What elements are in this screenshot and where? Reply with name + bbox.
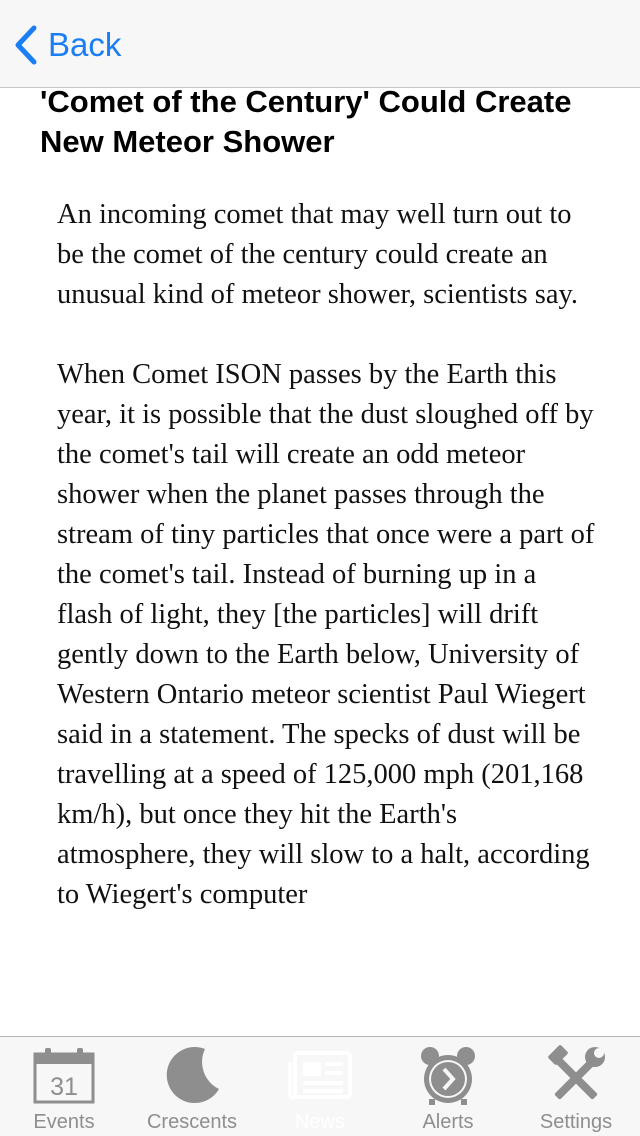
navigation-bar — [0, 0, 640, 88]
article-body — [57, 195, 597, 955]
alarm-clock-icon — [413, 1045, 483, 1107]
tab-alerts[interactable] — [384, 1037, 512, 1136]
tab-label: Settings — [539, 1111, 613, 1133]
tab-crescents[interactable] — [128, 1037, 256, 1136]
chevron-left-icon — [14, 25, 38, 65]
tab-bar — [0, 1036, 640, 1136]
tools-icon — [541, 1045, 611, 1107]
article-title: 'Comet of the Century' Could Create New Meteor Shower — [40, 88, 572, 159]
calendar-icon — [29, 1045, 99, 1107]
tab-label: Alerts — [422, 1111, 474, 1133]
article-paragraph: When Comet ISON passes by the Earth this year, it is possible that the dust sloughed off by the comet's tail will create an odd meteor shower when the planet passes through the stream of tiny particles that once were a part of the comet's tail. Instead of burning up in a flash of light, they [the particles] will drift gently down to the Earth below, University of Western Ontario meteor scientist Paul Wiegert said in a statement. The specks of dust will be travelling at a speed of 125,000 mph (201,168 km/h), but once they hit the Earth's atmosphere, they will slow to a halt, according to Wiegert's computer — [57, 359, 595, 910]
article-scroll-view[interactable] — [0, 88, 640, 1036]
calendar-day: 31 — [50, 1073, 78, 1101]
tab-label: Crescents — [146, 1111, 238, 1133]
article-paragraph: An incoming comet that may well turn out to be the comet of the century could create an unusual kind of meteor shower, scientists say. — [57, 199, 579, 310]
tab-news[interactable] — [256, 1037, 384, 1136]
tab-label: News — [294, 1111, 345, 1133]
newspaper-icon — [285, 1045, 355, 1107]
crescent-moon-icon — [157, 1045, 227, 1107]
tab-label: Events — [33, 1111, 95, 1133]
back-label: Back — [48, 26, 122, 63]
back-button[interactable] — [14, 24, 121, 66]
tab-settings[interactable] — [512, 1037, 640, 1136]
tab-events[interactable] — [0, 1037, 128, 1136]
